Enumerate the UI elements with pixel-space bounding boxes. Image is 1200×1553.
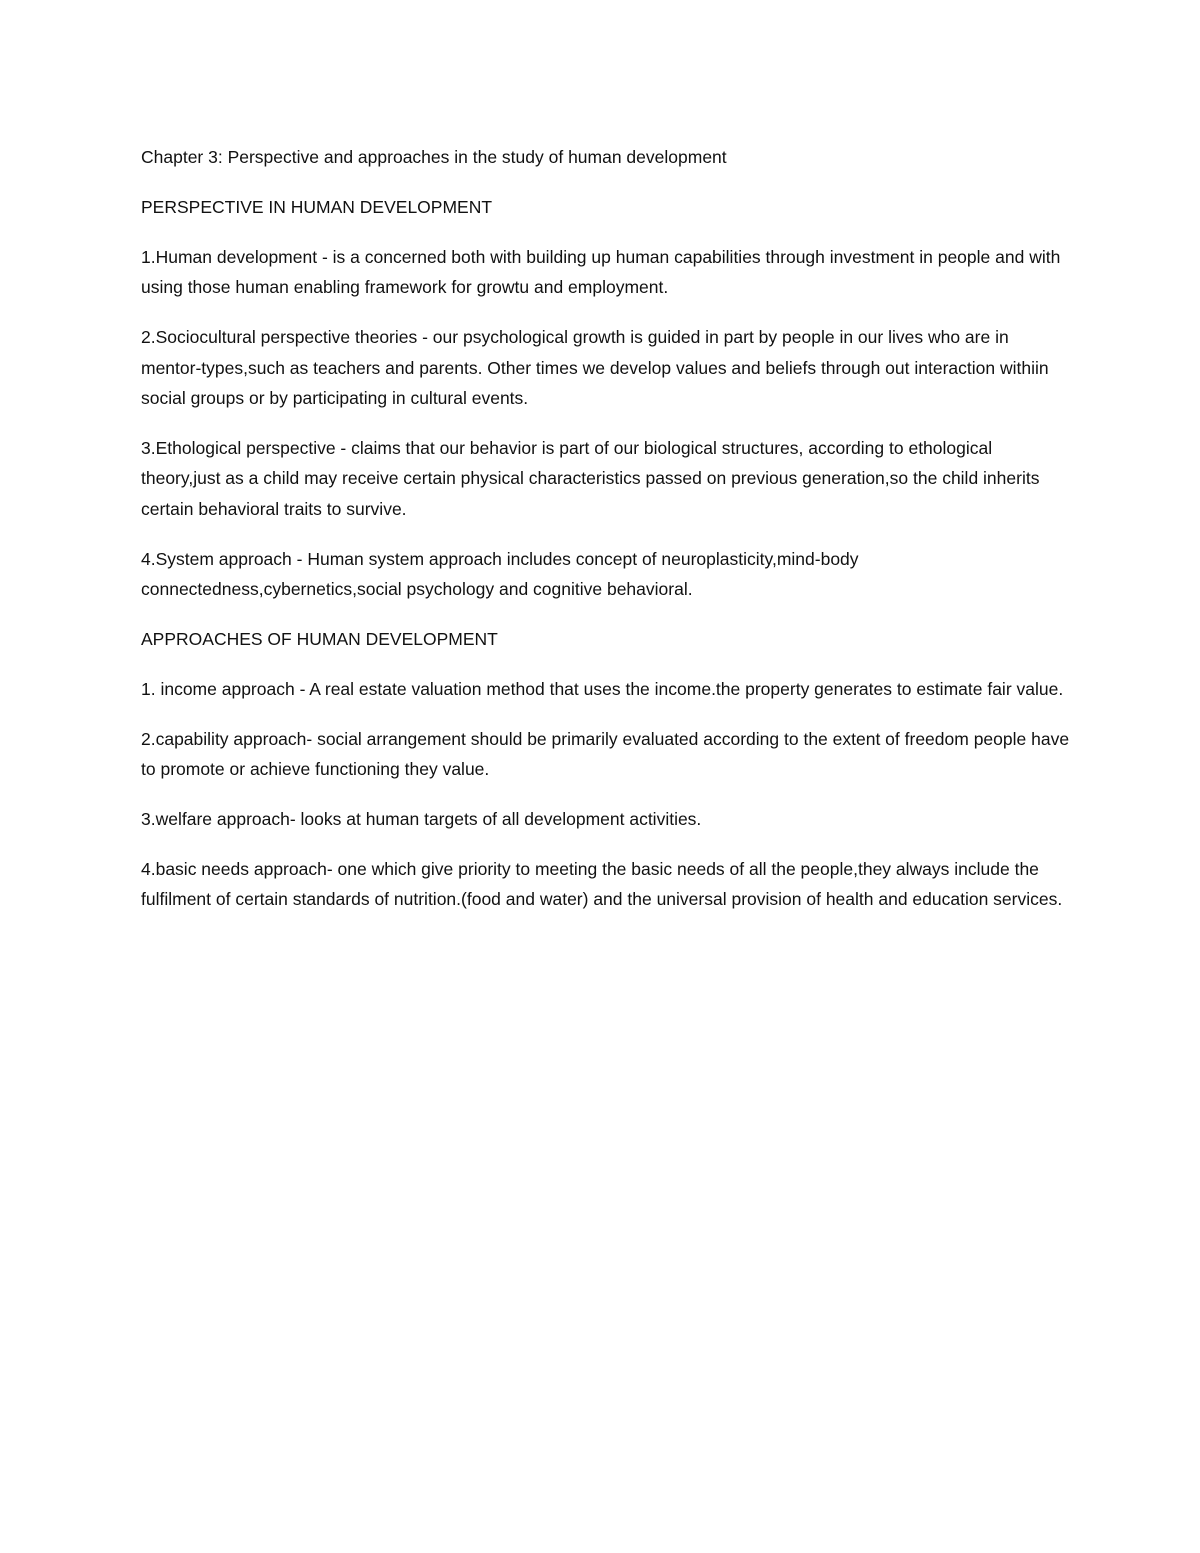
approach-item-2: 2.capability approach- social arrangement should be primarily evaluated according to the extent of freedom people have to promote or achieve functioning they value. — [141, 728, 1070, 780]
approach-item-4: 4.basic needs approach- one which give priority to meeting the basic needs of all the people,they always include the fulfilment of certain standards of nutrition.(food and water) and the universal provision of health and education services. — [141, 858, 1063, 910]
section-heading-approaches: APPROACHES OF HUMAN DEVELOPMENT — [141, 628, 498, 649]
perspective-item-4: 4.System approach - Human system approach includes concept of neuroplasticity,mind-body connectedness,cybernetics,social psychology and cognitive behavioral. — [141, 548, 859, 599]
perspective-item-3: 3.Ethological perspective - claims that our behavior is part of our biological structures, according to ethological theory,just as a child may receive certain physical characteristics passed on previous generation,so the child inherits certain behavioral traits to survive. — [141, 437, 1040, 519]
approach-item-3: 3.welfare approach- looks at human targets of all development activities. — [141, 809, 702, 829]
perspective-item-2: 2.Sociocultural perspective theories - our psychological growth is guided in part by people in our lives who are in mentor-types,such as teachers and parents. Other times we develop values and beliefs through out interaction withiin social groups or by participating in cultural events. — [141, 327, 1049, 408]
document-body — [141, 142, 1071, 934]
perspective-item-1: 1.Human development - is a concerned both with building up human capabilities through investment in people and with using those human enabling framework for growtu and employment. — [141, 246, 1061, 298]
section-heading-perspectives: PERSPECTIVE IN HUMAN DEVELOPMENT — [141, 196, 493, 217]
approach-item-1: 1. income approach - A real estate valuation method that uses the income.the property generates to estimate fair value. — [141, 678, 1064, 699]
document-title: Chapter 3: Perspective and approaches in the study of human development — [141, 147, 727, 167]
